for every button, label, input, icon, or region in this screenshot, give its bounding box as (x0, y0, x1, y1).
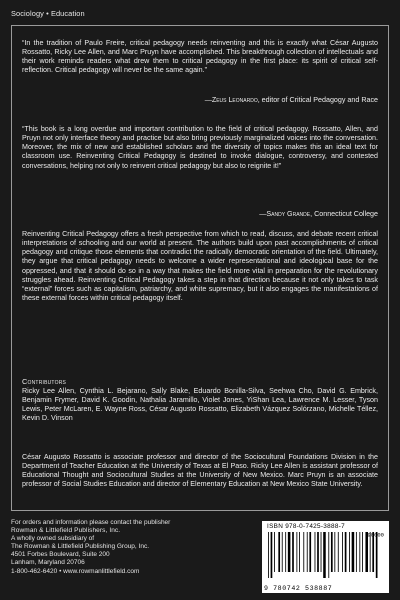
barcode-bar (309, 532, 311, 572)
barcode-bar (268, 532, 269, 578)
publishing-group: The Rowman & Littlefield Publishing Group, Inc. (11, 543, 150, 551)
editor-bios: César Augusto Rossatto is associate professor and director of the Sociocultural Foundations Division in the Department of Teacher Education at the University of Texas at El Paso. Ricky Lee Allen is assistant professor of Educational Thought and Sociocultural Studies at the University of New Mexico. Marc Pruyn is an associate professor of Social Studies Education and director of Elementary Education at New Mexico State University. (22, 453, 378, 489)
barcode-icon (267, 532, 384, 582)
orders-line: For orders and information please contact the publisher (11, 519, 171, 526)
barcode-bar (338, 532, 339, 572)
barcode-bar (271, 532, 273, 578)
barcode-bar (303, 532, 304, 572)
contributors-heading: Contributors (22, 377, 67, 386)
barcode-bar (299, 532, 300, 572)
barcode-bar (292, 532, 294, 572)
price-code: 90000 (367, 532, 384, 539)
endorser-affiliation-1: , editor of Critical Pedagogy and Race (257, 96, 378, 104)
barcode-bar (274, 532, 275, 572)
barcode-bar (345, 532, 347, 572)
isbn-label: ISBN 978-0-7425-3888-7 (267, 523, 346, 530)
endorsement-attribution-2: —Sandy Grande, Connecticut College (259, 210, 378, 218)
barcode-bar (315, 532, 316, 572)
barcode-bar (334, 532, 335, 572)
endorser-affiliation-2: , Connecticut College (310, 210, 378, 218)
barcode-bar (307, 532, 308, 572)
barcode-bar (328, 532, 329, 578)
book-description: Reinventing Critical Pedagogy offers a fresh perspective from which to read, discuss, and debate recent critical interpretations of schooling and our world at present. The authors build upon past accomplishments of critical pedagogy and critique those elements that contradict the radically democratic orientation of the field. Ultimately, they argue that critical pedagogy needs to welcome a wider representational and ideological base for the oppressed, and that it should do so in a way that makes the field more vital in preparation for the revolutionary struggles ahead. Reinventing Critical Pedagogy takes a step in that direction because it not only takes to task “external” forces such as capitalism, patriarchy, and white supremacy, but it also engages the manifestations of these external forces within critical pedagogy itself. (22, 230, 378, 303)
barcode-bar (321, 532, 322, 572)
endorsement-quote-1: “In the tradition of Paulo Freire, critical pedagogy needs reinventing and this is exactly what César Augusto Rossatto, Ricky Lee Allen, and Marc Pruyn have accomplished. This breakthrough collection of intellectuals and their work reminds readers what drew them to critical pedagogy in the first place: its spirit of critical self-reflection. Critical pedagogy will never be the same again.” (22, 39, 378, 75)
address-line-1: 4501 Forbes Boulevard, Suite 200 (11, 551, 110, 559)
contact-line: 1-800-462-6420 • www.rowmanlittlefield.com (11, 567, 140, 575)
barcode-bar (376, 532, 378, 578)
publisher-info (11, 519, 170, 576)
contributors-list: Ricky Lee Allen, Cynthia L. Bejarano, Sally Blake, Eduardo Bonilla-Silva, Seehwa Cho, David G. Embrick, Benjamin Frymer, David K. Goodin, Nathalia Jaramillo, Violet Jones, YiShan Lea, Lawrence M. Lesser, Tyson Lewis, Peter McLaren, E. Wayne Ross, César Augusto Rossatto, Elizabeth Vázquez Solórzano, Michelle Téllez, Kevin D. Vinson (22, 387, 378, 423)
subsidiary-line: A wholly owned subsidiary of (11, 535, 95, 543)
barcode-bar (331, 532, 333, 572)
endorsement-attribution-1: —Zeus Leonardo, editor of Critical Pedagogy and Race (204, 96, 378, 104)
endorser-name-1: Zeus Leonardo (211, 96, 258, 104)
barcode-box (262, 521, 389, 593)
barcode-bar (362, 532, 363, 572)
barcode-bar (352, 532, 355, 572)
publisher-name: Rowman & Littlefield Publishers, Inc. (11, 527, 121, 535)
category-label: Sociology • Education (11, 9, 85, 18)
barcode-bar (317, 532, 319, 572)
barcode-bar (323, 532, 326, 578)
barcode-bar (359, 532, 360, 572)
barcode-bar (349, 532, 350, 572)
endorsement-quote-2: “This book is a long overdue and important contribution to the field of critical pedagogy. Rossatto, Allen, and Pruyn not only interface theory and practice but also bring previously marginalized voices into the conversation. Moreover, the mix of new and established scholars and the diversity of topics makes this an ideal text for classroom use. Reinventing Critical Pedagogy is destined to invoke dialogue, controversy, and contested conversations, helping not only to reinvent critical pedagogy but also to reignite it!” (22, 125, 378, 170)
endorser-name-2: Sandy Grande (266, 210, 311, 218)
barcode-bar (282, 532, 283, 572)
barcode-bar (342, 532, 343, 572)
barcode-bar (285, 532, 286, 572)
barcode-bar (296, 532, 297, 572)
barcode-digits: 9 780742 538887 (264, 585, 333, 592)
barcode-bar (288, 532, 291, 572)
address-line-2: Lanham, Maryland 20706 (11, 559, 85, 567)
barcode-bar (278, 532, 280, 572)
barcode-bar (356, 532, 357, 572)
